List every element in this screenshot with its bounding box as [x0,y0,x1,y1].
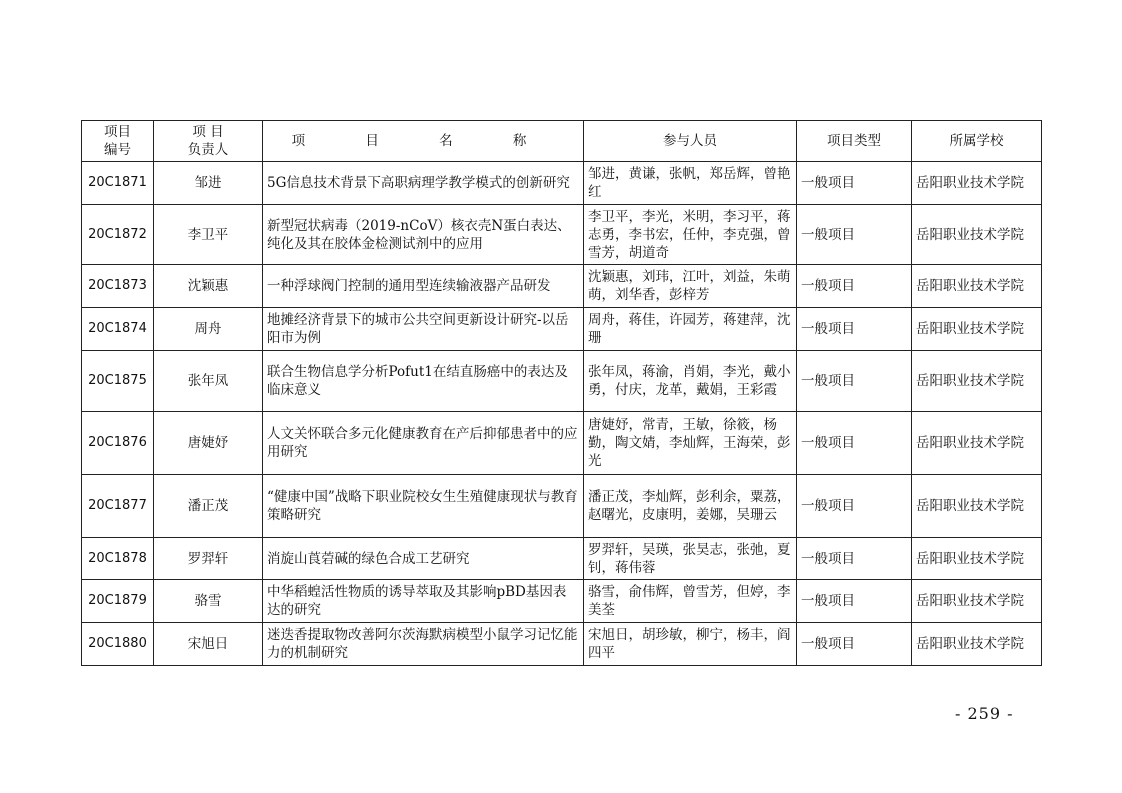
cell-school: 岳阳职业技术学院 [912,580,1042,623]
cell-name: 人文关怀联合多元化健康教育在产后抑郁患者中的应用研究 [263,412,584,475]
cell-type: 一般项目 [797,351,912,412]
cell-school: 岳阳职业技术学院 [912,475,1042,538]
table-row [82,162,1042,205]
table-row [82,475,1042,538]
cell-school: 岳阳职业技术学院 [912,205,1042,265]
cell-name: 新型冠状病毒（2019-nCoV）核衣壳N蛋白表达、纯化及其在胶体金检测试剂中的应用 [263,205,584,265]
header-name: 项 目 名 称 [263,121,584,162]
cell-school: 岳阳职业技术学院 [912,162,1042,205]
cell-school: 岳阳职业技术学院 [912,538,1042,580]
header-members: 参与人员 [584,121,797,162]
cell-members: 张年凤，蒋渝，肖娟，李光，戴小勇，付庆，龙革，戴娟，王彩霞 [584,351,797,412]
table-row [82,623,1042,666]
cell-code: 20C1874 [82,308,154,351]
cell-members: 邹进，黄谦，张帆，郑岳辉，曾艳红 [584,162,797,205]
cell-code: 20C1871 [82,162,154,205]
cell-type: 一般项目 [797,205,912,265]
cell-name: 迷迭香提取物改善阿尔茨海默病模型小鼠学习记忆能力的机制研究 [263,623,584,666]
table-row [82,265,1042,308]
cell-school: 岳阳职业技术学院 [912,308,1042,351]
cell-code: 20C1876 [82,412,154,475]
cell-type: 一般项目 [797,475,912,538]
cell-leader: 潘正茂 [154,475,263,538]
table-row [82,351,1042,412]
cell-members: 潘正茂，李灿辉，彭利余，粟荔，赵曙光，皮康明，姜娜，吴珊云 [584,475,797,538]
table-row [82,205,1042,265]
cell-leader: 唐婕妤 [154,412,263,475]
cell-code: 20C1875 [82,351,154,412]
cell-members: 宋旭日，胡珍敏，柳宁，杨丰，阎四平 [584,623,797,666]
cell-leader: 周舟 [154,308,263,351]
cell-code: 20C1877 [82,475,154,538]
cell-school: 岳阳职业技术学院 [912,351,1042,412]
header-type: 项目类型 [797,121,912,162]
cell-school: 岳阳职业技术学院 [912,265,1042,308]
cell-members: 李卫平，李光，米明，李习平，蒋志勇，李书宏，任仲，李克强，曾雪芳，胡道奇 [584,205,797,265]
cell-school: 岳阳职业技术学院 [912,412,1042,475]
cell-name: 一种浮球阀门控制的通用型连续输液器产品研发 [263,265,584,308]
cell-leader: 张年凤 [154,351,263,412]
cell-leader: 罗羿轩 [154,538,263,580]
cell-name: 5G信息技术背景下高职病理学教学模式的创新研究 [263,162,584,205]
cell-leader: 邹进 [154,162,263,205]
table-header-row [82,121,1042,162]
table-row [82,580,1042,623]
cell-members: 周舟，蒋佳，许园芳，蒋建萍，沈珊 [584,308,797,351]
table-row [82,308,1042,351]
cell-school: 岳阳职业技术学院 [912,623,1042,666]
cell-type: 一般项目 [797,265,912,308]
header-leader [154,121,263,162]
cell-type: 一般项目 [797,162,912,205]
cell-code: 20C1873 [82,265,154,308]
header-code-line2: 编号 [104,142,131,158]
cell-type: 一般项目 [797,412,912,475]
table-row [82,538,1042,580]
cell-members: 唐婕妤，常青，王敏，徐筱，杨勤，陶文婧，李灿辉，王海荣，彭光 [584,412,797,475]
header-code [82,121,154,162]
cell-name: “健康中国”战略下职业院校女生生殖健康现状与教育策略研究 [263,475,584,538]
cell-leader: 沈颖惠 [154,265,263,308]
cell-members: 骆雪，俞伟辉，曾雪芳，但婷，李美荃 [584,580,797,623]
projects-table [81,120,1042,666]
page-number: - 259 - [955,704,1014,723]
cell-name: 地摊经济背景下的城市公共空间更新设计研究-以岳阳市为例 [263,308,584,351]
header-code-line1: 项目 [104,124,131,140]
cell-type: 一般项目 [797,623,912,666]
cell-code: 20C1879 [82,580,154,623]
cell-leader: 宋旭日 [154,623,263,666]
header-school: 所属学校 [912,121,1042,162]
header-leader-line2: 负责人 [187,142,229,158]
cell-name: 中华稻蝗活性物质的诱导萃取及其影响pBD基因表达的研究 [263,580,584,623]
cell-name: 联合生物信息学分析Pofut1在结直肠癌中的表达及临床意义 [263,351,584,412]
cell-code: 20C1872 [82,205,154,265]
cell-type: 一般项目 [797,580,912,623]
cell-code: 20C1878 [82,538,154,580]
cell-members: 罗羿轩，吴瑛，张昊志，张弛，夏钊，蒋伟蓉 [584,538,797,580]
header-leader-line1: 项 目 [192,124,224,140]
cell-type: 一般项目 [797,538,912,580]
table-row [82,412,1042,475]
cell-code: 20C1880 [82,623,154,666]
cell-leader: 李卫平 [154,205,263,265]
cell-members: 沈颖惠，刘玮，江叶，刘益，朱萌萌，刘华香，彭梓芳 [584,265,797,308]
cell-leader: 骆雪 [154,580,263,623]
cell-name: 消旋山莨菪碱的绿色合成工艺研究 [263,538,584,580]
cell-type: 一般项目 [797,308,912,351]
